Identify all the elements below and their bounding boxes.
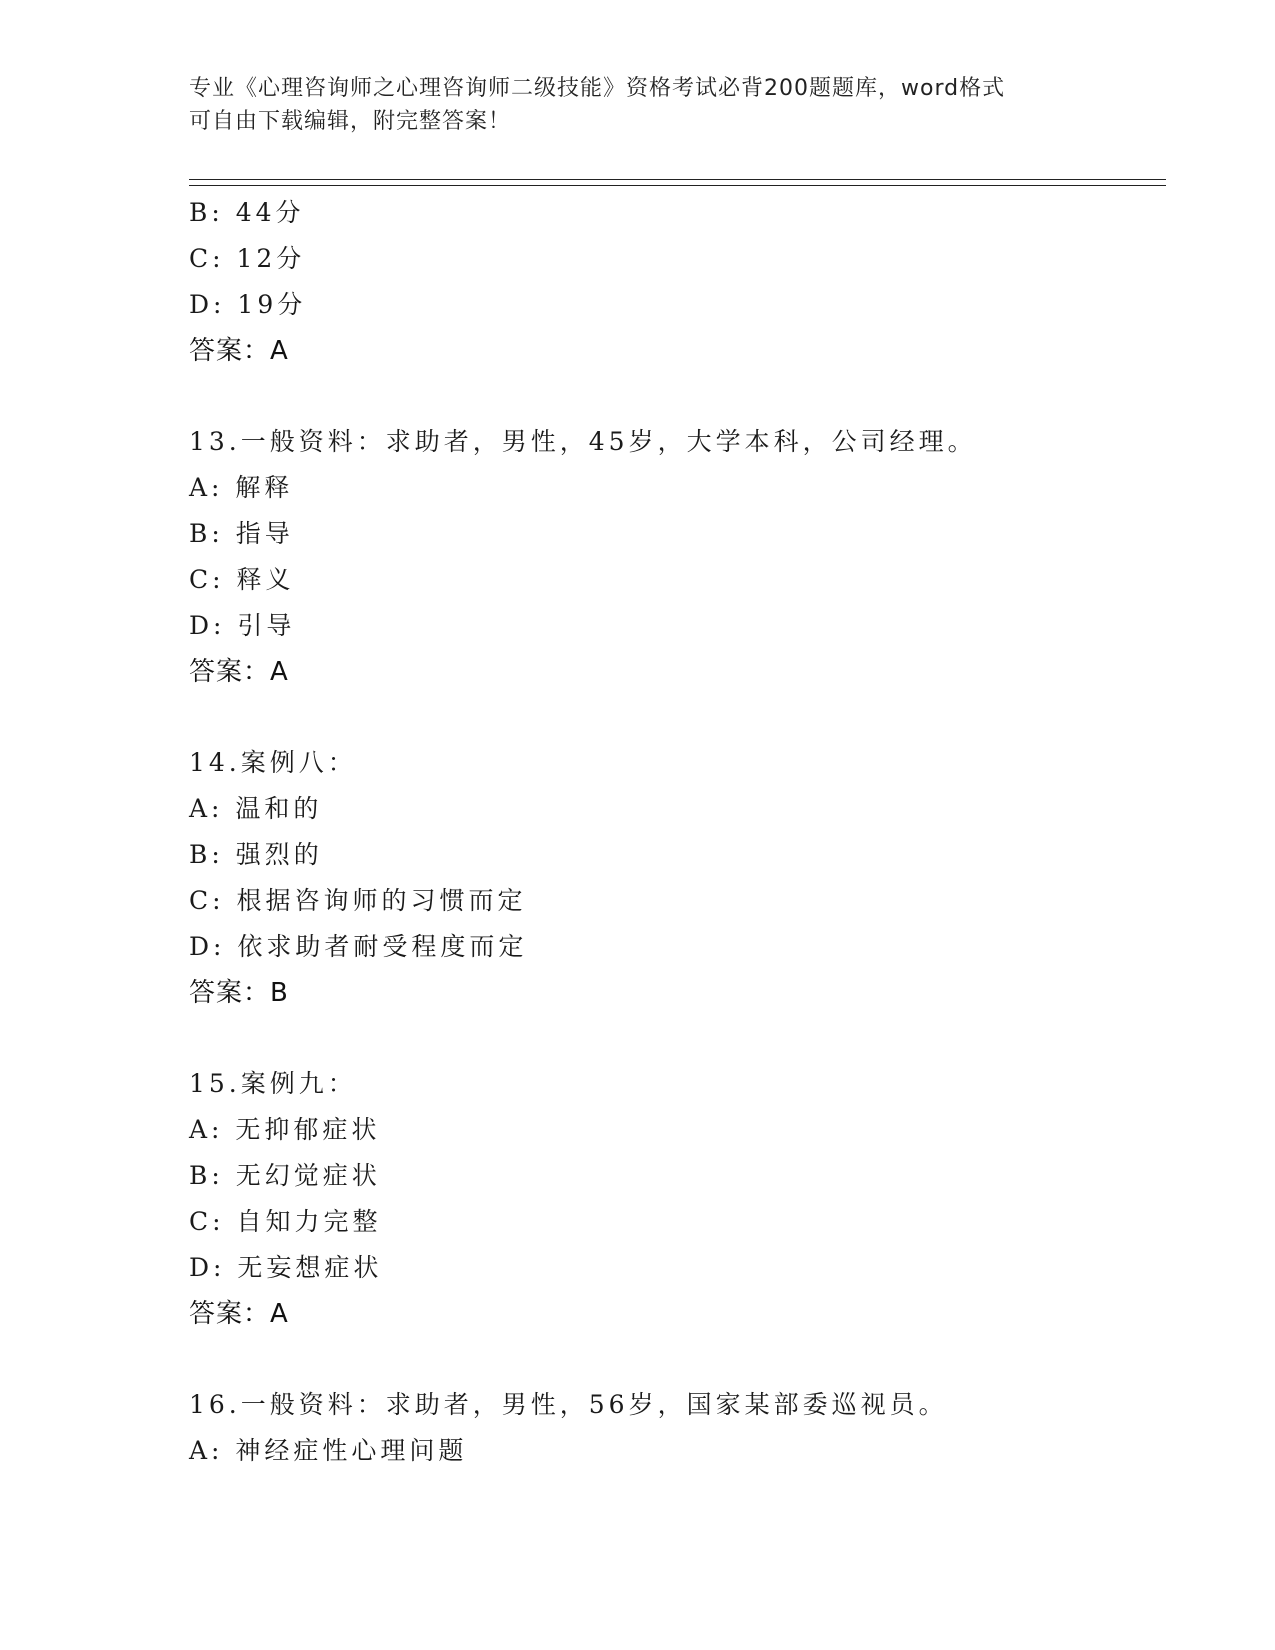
- option-b: B: 无幻觉症状: [189, 1161, 381, 1190]
- question-title: 14.案例八：: [189, 748, 357, 777]
- option-a: A: 神经症性心理问题: [189, 1436, 468, 1465]
- option-a: A: 温和的: [189, 794, 323, 823]
- question-15: [189, 1061, 1166, 1337]
- question-14: [189, 740, 1166, 1016]
- question-12-tail: [189, 190, 1166, 374]
- question-16: [189, 1382, 1166, 1474]
- option-c: C: 根据咨询师的习惯而定: [189, 886, 527, 915]
- answer-line: 答案：B: [189, 978, 289, 1008]
- answer-line: 答案：A: [189, 1299, 289, 1329]
- spacer: [189, 1337, 1166, 1382]
- option-b: B: 44分: [189, 198, 305, 227]
- document-body: [189, 190, 1166, 1474]
- question-title: 15.案例九：: [189, 1069, 357, 1098]
- question-title: 13.一般资料：求助者，男性，45岁，大学本科，公司经理。: [189, 427, 977, 456]
- option-d: D: 引导: [189, 611, 296, 640]
- spacer: [189, 1016, 1166, 1061]
- option-b: B: 指导: [189, 519, 294, 548]
- option-a: A: 解释: [189, 473, 294, 502]
- header-double-rule: [189, 179, 1166, 186]
- page-header: [189, 72, 1089, 138]
- option-c: C: 12分: [189, 244, 306, 273]
- option-c: C: 自知力完整: [189, 1207, 382, 1236]
- spacer: [189, 374, 1166, 419]
- header-line-2: 可自由下载编辑，附完整答案！: [189, 109, 512, 134]
- option-c: C: 释义: [189, 565, 295, 594]
- option-b: B: 强烈的: [189, 840, 323, 869]
- question-title: 16.一般资料：求助者，男性，56岁，国家某部委巡视员。: [189, 1390, 948, 1419]
- answer-line: 答案：A: [189, 657, 289, 687]
- header-line-1: 专业《心理咨询师之心理咨询师二级技能》资格考试必背200题题库，word格式: [189, 76, 1006, 101]
- option-d: D: 19分: [189, 290, 307, 319]
- option-a: A: 无抑郁症状: [189, 1115, 381, 1144]
- option-d: D: 依求助者耐受程度而定: [189, 932, 528, 961]
- spacer: [189, 695, 1166, 740]
- option-d: D: 无妄想症状: [189, 1253, 383, 1282]
- answer-line: 答案：A: [189, 336, 289, 366]
- question-13: [189, 419, 1166, 695]
